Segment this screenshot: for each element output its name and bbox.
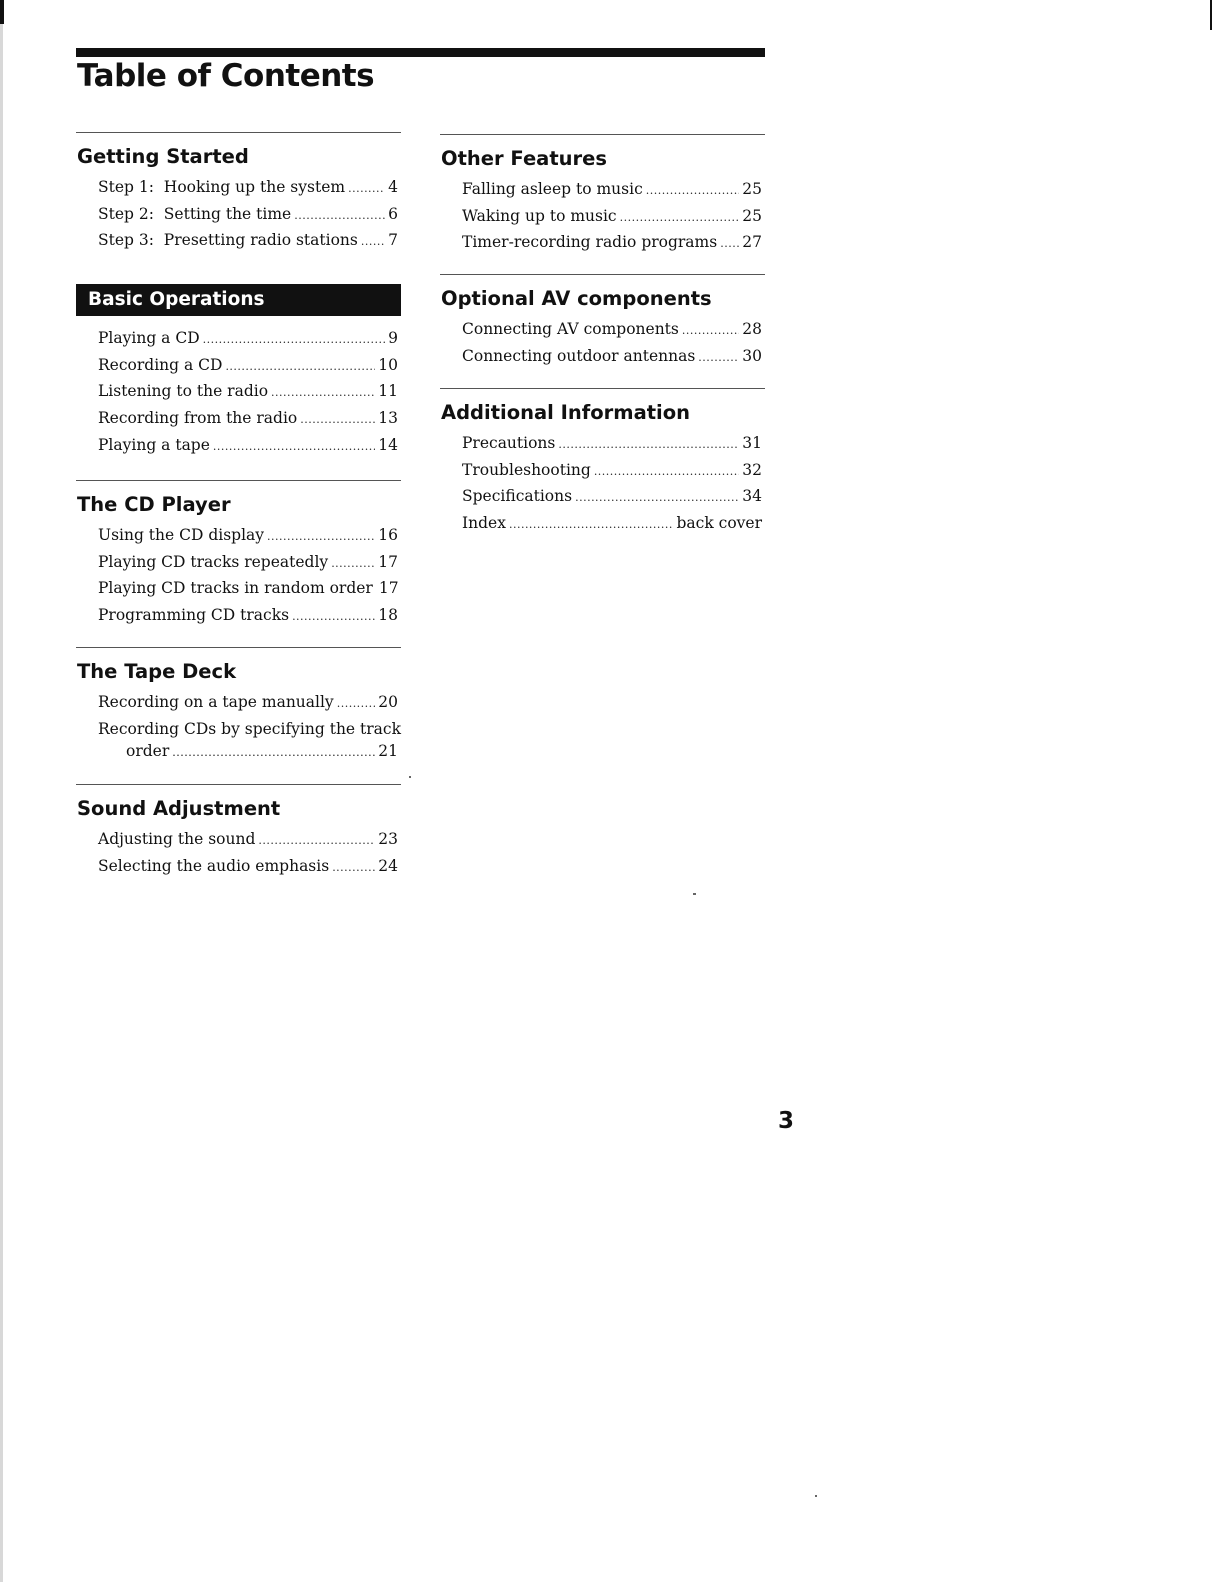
- dot-leader: [332, 861, 375, 874]
- entry-page: 17: [378, 579, 399, 598]
- entry-page: 23: [378, 830, 398, 848]
- section-rule: [76, 784, 401, 785]
- toc-entry[interactable]: [98, 329, 398, 356]
- entry-label: Recording CDs by specifying the track: [98, 719, 401, 738]
- dot-leader: [292, 610, 375, 623]
- entry-label: Selecting the audio emphasis: [98, 856, 330, 875]
- toc-entry[interactable]: [98, 356, 398, 383]
- scan-edge-right: [1210, 0, 1212, 30]
- entry-list: [76, 693, 401, 768]
- scan-speck: [409, 776, 411, 778]
- entry-label: Listening to the radio: [98, 382, 269, 401]
- entry-page: 25: [742, 180, 762, 198]
- entry-page: 18: [378, 606, 398, 625]
- scan-speck: [693, 893, 696, 895]
- entry-page: 14: [378, 435, 398, 454]
- toc-entry[interactable]: [98, 178, 398, 205]
- section-rule: [76, 132, 401, 133]
- entry-page: 27: [742, 233, 762, 252]
- dot-leader: [331, 557, 375, 570]
- dot-leader: [172, 746, 375, 759]
- entry-page: 17: [378, 552, 398, 571]
- dot-leader: [720, 237, 739, 250]
- entry-label: Recording a CD: [98, 355, 223, 374]
- entry-label: Playing CD tracks repeatedly: [98, 552, 329, 571]
- toc-entry[interactable]: [98, 436, 398, 463]
- section-heading-highlighted: Basic Operations: [76, 284, 401, 316]
- entry-page: back cover: [676, 514, 762, 533]
- dot-leader: [575, 491, 739, 504]
- dot-leader: [509, 518, 674, 531]
- dot-leader: [203, 333, 385, 346]
- section-heading: Optional AV components: [441, 287, 712, 310]
- toc-entry[interactable]: [98, 606, 398, 633]
- entry-list: [76, 526, 401, 633]
- toc-entry[interactable]: [98, 382, 398, 409]
- section-optional-av: [440, 274, 765, 373]
- toc-entry[interactable]: [98, 526, 398, 553]
- dot-leader: [271, 386, 375, 399]
- section-rule: [440, 134, 765, 135]
- entry-page: 13: [378, 409, 398, 428]
- dot-leader: [620, 211, 740, 224]
- section-sound-adjustment: [76, 784, 401, 883]
- dot-leader: [267, 530, 375, 543]
- section-basic-operations: [76, 284, 401, 462]
- entry-page: 32: [742, 460, 762, 479]
- entry-label: Index: [462, 514, 506, 533]
- entry-page: 25: [742, 206, 762, 225]
- toc-entry[interactable]: [462, 180, 762, 207]
- toc-entry[interactable]: [98, 830, 398, 857]
- toc-entry[interactable]: [462, 514, 762, 541]
- entry-list: [76, 830, 401, 883]
- section-getting-started: [76, 132, 401, 258]
- entry-label: Recording from the radio: [98, 409, 298, 428]
- entry-label: Specifications: [462, 487, 573, 506]
- page-title: Table of Contents: [77, 58, 375, 94]
- entry-page: 28: [742, 320, 762, 338]
- dot-leader: [594, 465, 739, 478]
- dot-leader: [294, 209, 385, 222]
- toc-entry[interactable]: [98, 409, 398, 436]
- section-heading: Other Features: [441, 147, 607, 170]
- section-rule: [440, 274, 765, 275]
- page-number: 3: [778, 1108, 795, 1134]
- entry-label: Step 1: Hooking up the system: [98, 178, 346, 196]
- entry-label: Playing a tape: [98, 435, 210, 454]
- section-rule: [76, 480, 401, 481]
- entry-label: Using the CD display: [98, 526, 265, 544]
- entry-list: [440, 180, 765, 260]
- entry-page: 7: [388, 231, 398, 250]
- entry-page: 6: [388, 204, 398, 223]
- dot-leader: [558, 438, 739, 451]
- dot-leader: [361, 235, 385, 248]
- section-rule: [76, 647, 401, 648]
- entry-page: 30: [742, 346, 762, 365]
- toc-entry[interactable]: [462, 487, 762, 514]
- toc-entry[interactable]: [462, 233, 762, 260]
- entry-page: 34: [742, 487, 762, 506]
- entry-label: Step 2: Setting the time: [98, 204, 292, 223]
- entry-label: Adjusting the sound: [98, 830, 256, 848]
- entry-label: Connecting AV components: [462, 320, 679, 338]
- toc-entry[interactable]: [98, 693, 398, 720]
- scan-edge-left: [0, 0, 3, 1582]
- entry-label: Waking up to music: [462, 206, 617, 225]
- entry-continuation: [98, 742, 398, 768]
- section-additional-information: [440, 388, 765, 541]
- dot-leader: [646, 184, 740, 197]
- section-heading: Getting Started: [77, 145, 249, 168]
- title-rule: [76, 48, 765, 57]
- dot-leader: [337, 697, 376, 710]
- toc-entry[interactable]: [98, 553, 398, 580]
- entry-page: 4: [388, 178, 398, 196]
- section-heading: The Tape Deck: [77, 660, 237, 683]
- scan-speck: [815, 1495, 817, 1497]
- dot-leader: [698, 351, 739, 364]
- entry-label: Playing CD tracks in random order: [98, 579, 373, 598]
- entry-list: [76, 178, 401, 258]
- section-heading: Additional Information: [441, 401, 691, 424]
- dot-leader: [225, 360, 375, 373]
- dot-leader: [682, 324, 739, 337]
- toc-entry[interactable]: [462, 434, 762, 461]
- toc-entry[interactable]: [98, 579, 398, 606]
- section-cd-player: [76, 480, 401, 633]
- toc-entry[interactable]: [98, 857, 398, 884]
- toc-entry[interactable]: [98, 231, 398, 258]
- toc-entry[interactable]: [98, 205, 398, 232]
- entry-label: Precautions: [462, 434, 556, 452]
- entry-label: Recording on a tape manually: [98, 693, 334, 711]
- entry-page: 24: [378, 856, 398, 875]
- entry-label: Connecting outdoor antennas: [462, 346, 696, 365]
- section-heading: The CD Player: [77, 493, 231, 516]
- entry-page: 20: [378, 693, 398, 711]
- entry-list: [440, 434, 765, 541]
- entry-page: 31: [742, 434, 762, 452]
- dot-leader: [348, 182, 385, 195]
- toc-entry[interactable]: [98, 719, 401, 768]
- entry-page: 16: [378, 526, 398, 544]
- toc-entry[interactable]: [462, 461, 762, 488]
- section-heading: Sound Adjustment: [77, 797, 281, 820]
- section-other-features: [440, 134, 765, 260]
- entry-page: 21: [378, 741, 398, 760]
- entry-list: [76, 329, 401, 462]
- entry-label: Timer-recording radio programs: [462, 233, 718, 252]
- scan-edge-mark: [0, 0, 4, 24]
- dot-leader: [258, 834, 375, 847]
- entry-page: 10: [378, 355, 398, 374]
- entry-label: Programming CD tracks: [98, 606, 290, 625]
- entry-label-cont: order: [126, 741, 170, 760]
- section-tape-deck: [76, 647, 401, 768]
- entry-page: 9: [388, 329, 398, 347]
- toc-entry[interactable]: [462, 207, 762, 234]
- entry-label: Step 3: Presetting radio stations: [98, 231, 358, 250]
- entry-label: Playing a CD: [98, 329, 200, 347]
- section-rule: [440, 388, 765, 389]
- toc-entry[interactable]: [462, 320, 762, 347]
- dot-leader: [213, 440, 375, 453]
- toc-entry[interactable]: [462, 347, 762, 374]
- entry-label: Troubleshooting: [462, 460, 591, 479]
- entry-list: [440, 320, 765, 373]
- dot-leader: [300, 413, 375, 426]
- entry-page: 11: [378, 382, 398, 401]
- entry-label: Falling asleep to music: [462, 180, 643, 198]
